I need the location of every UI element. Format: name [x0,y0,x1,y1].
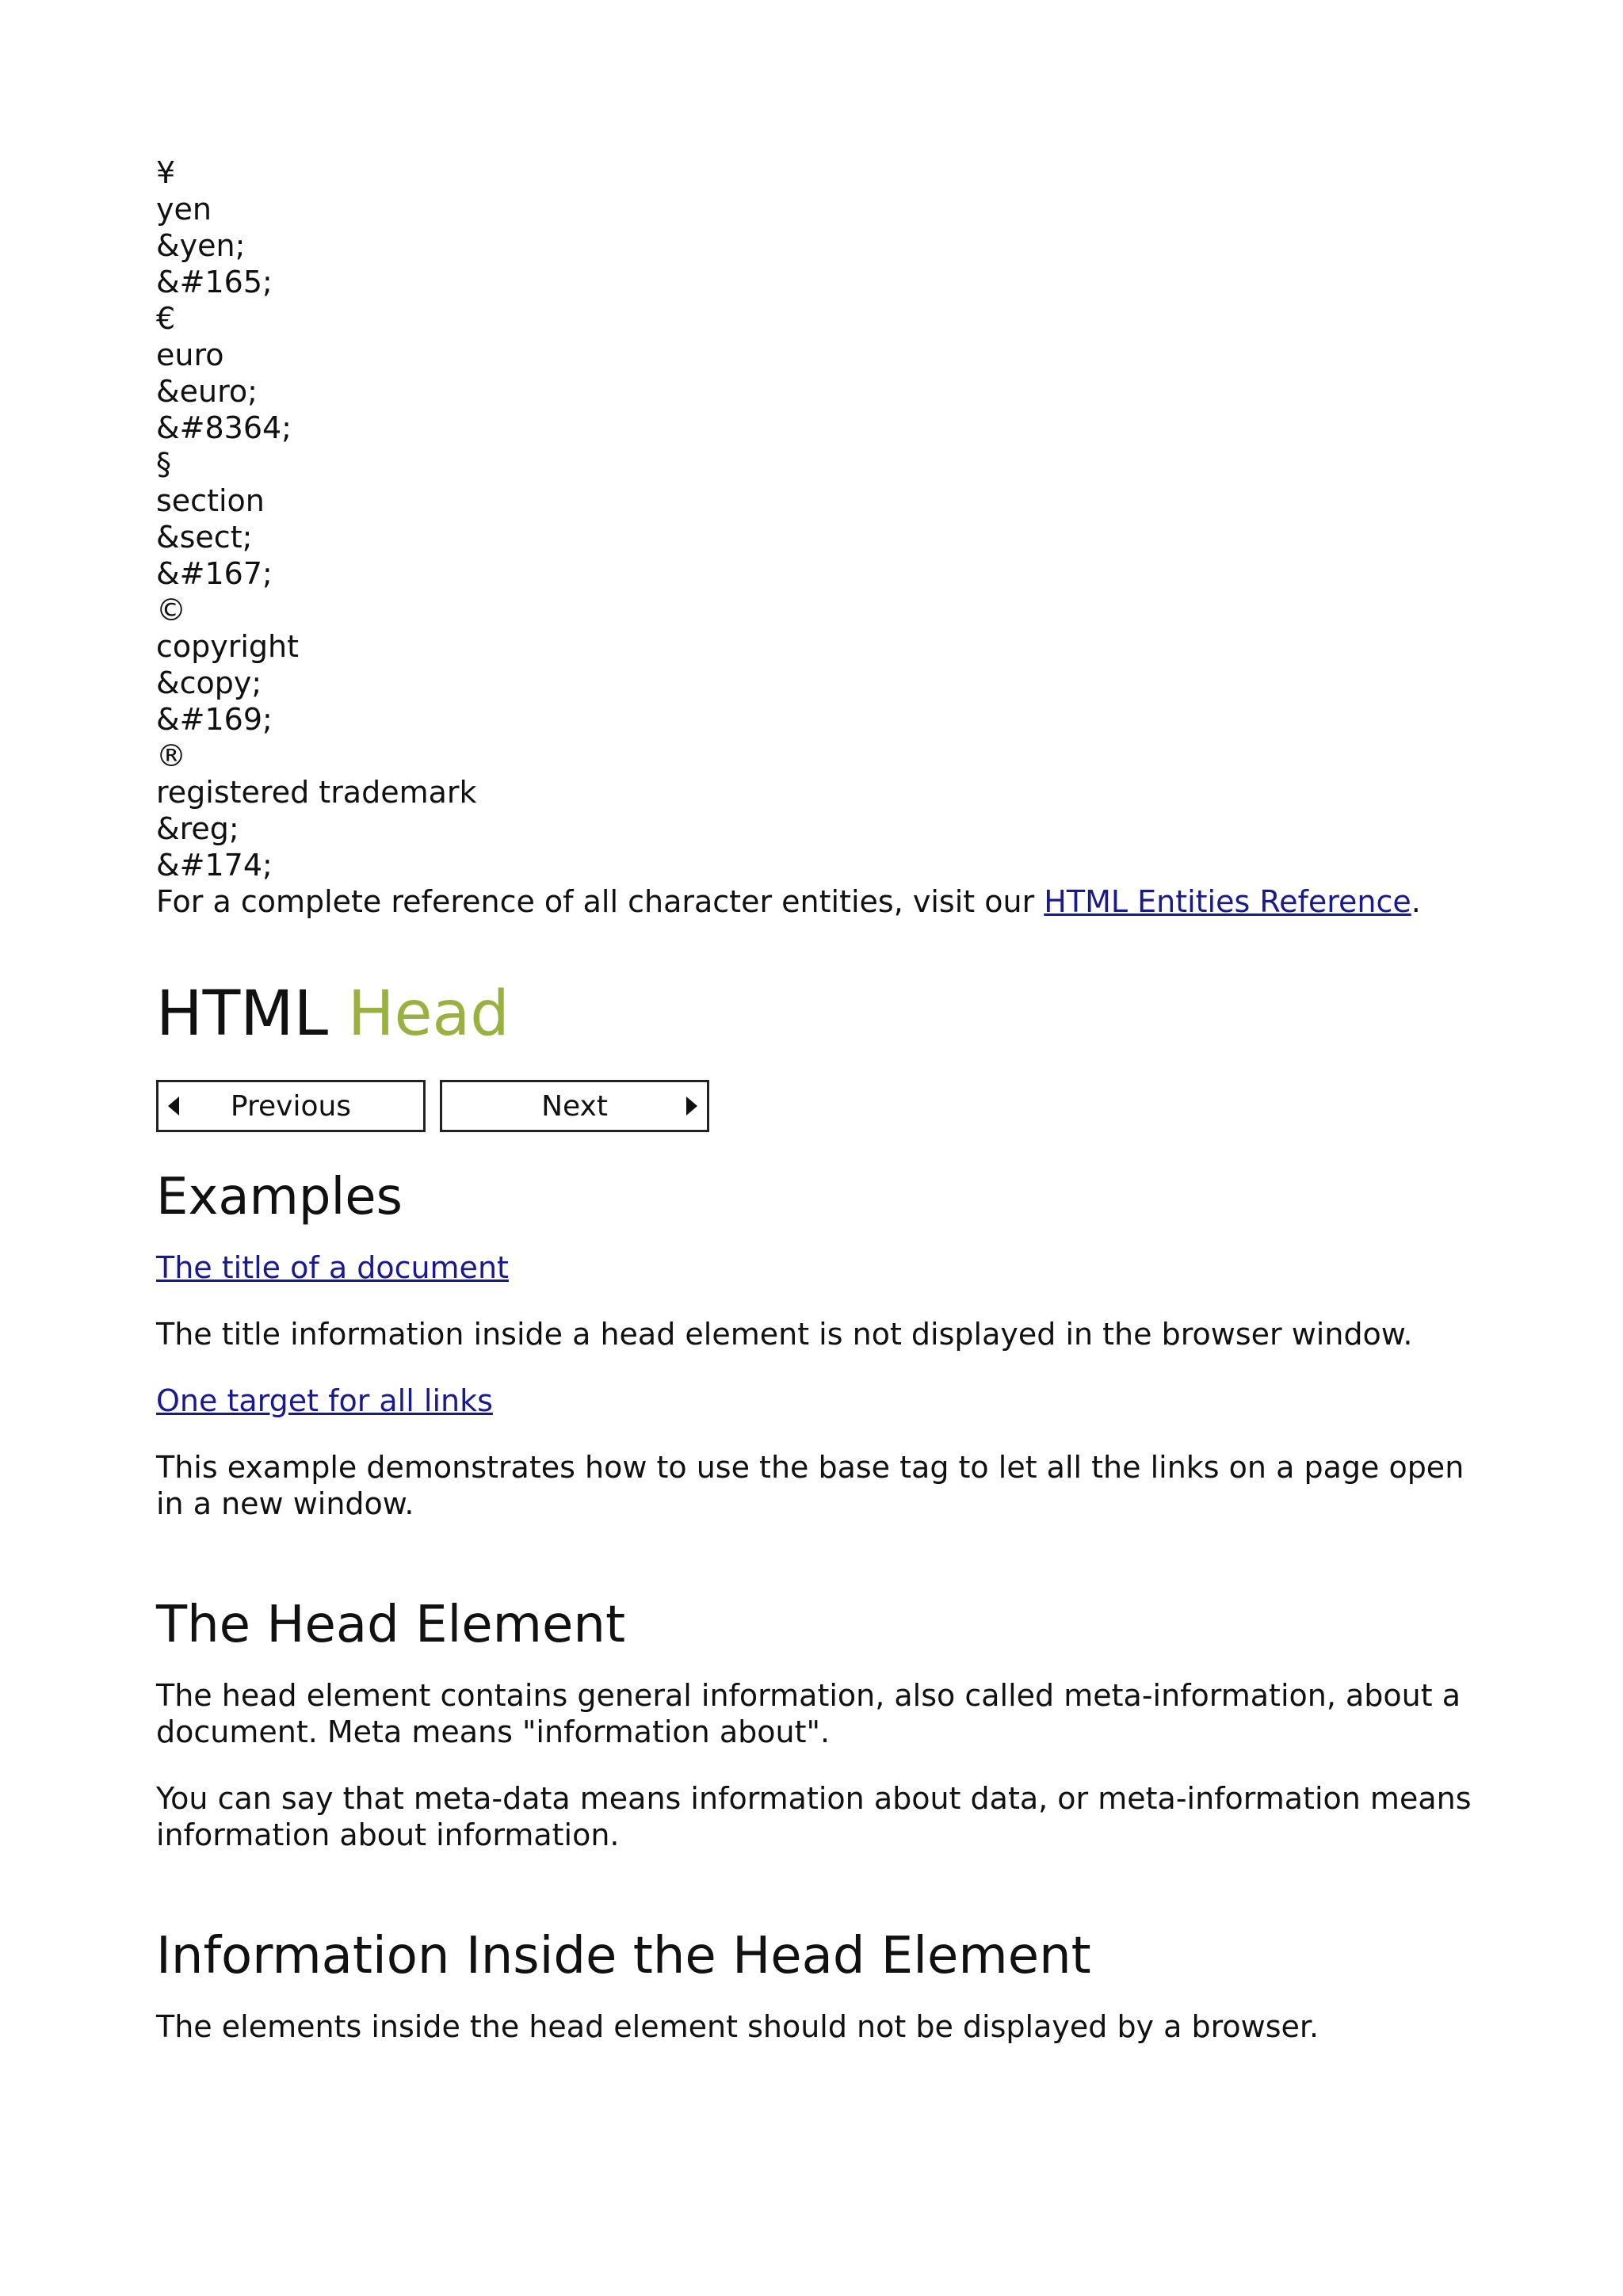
example-link-one-target[interactable]: One target for all links [156,1383,493,1418]
example-link-title-of-document[interactable]: The title of a document [156,1250,509,1285]
entity-symbol-registered: ® [156,738,186,773]
entity-number-section: &#167; [156,556,273,591]
reference-prefix: For a complete reference of all character entities, visit our [156,884,1044,919]
entity-name-section: &sect; [156,520,253,555]
inside-head-paragraph: The elements inside the head element should not be displayed by a browser. [156,2009,1319,2044]
page-title-accent: Head [347,978,510,1050]
nav-buttons [156,1080,1487,1132]
head-element-paragraph: The head element contains general information, also called meta-information, about a document. Meta means "information about". [156,1678,1461,1749]
examples-heading: Examples [156,1168,403,1226]
entity-symbol-copyright: © [156,593,186,627]
reference-suffix: . [1411,884,1421,919]
entity-description-copyright: copyright [156,629,300,664]
previous-button[interactable] [156,1080,426,1132]
example-description: This example demonstrates how to use the base tag to let all the links on a page open in a new window. [156,1450,1465,1521]
next-button[interactable] [440,1080,709,1132]
inside-head-heading: Information Inside the Head Element [156,1927,1091,1985]
entity-description-euro: euro [156,338,224,372]
page-title [156,978,1487,1050]
entities-reference-link[interactable]: HTML Entities Reference [1044,884,1411,919]
entity-symbol-yen: ¥ [156,155,176,190]
entity-number-euro: &#8364; [156,410,292,445]
head-element-heading: The Head Element [156,1596,626,1654]
example-link-paragraph [156,1383,1487,1419]
entity-name-copyright: &copy; [156,666,262,700]
entity-number-yen: &#165; [156,265,273,299]
head-element-paragraph: You can say that meta-data means information about data, or meta-information means information about information. [156,1781,1472,1852]
entity-symbol-euro: € [156,301,176,336]
entity-name-registered: &reg; [156,811,239,846]
entity-list [156,154,1487,883]
entity-name-yen: &yen; [156,228,246,263]
entity-description-section: section [156,483,265,518]
entity-number-registered: &#174; [156,848,273,883]
arrow-right-icon [686,1097,697,1116]
page-content [156,154,1487,2075]
entity-description-registered: registered trademark [156,775,477,810]
entity-name-euro: &euro; [156,374,258,409]
next-button-label: Next [541,1089,608,1123]
reference-line [156,883,1487,920]
previous-button-label: Previous [230,1089,352,1123]
example-link-paragraph [156,1249,1487,1286]
entity-number-copyright: &#169; [156,702,273,737]
entity-description-yen: yen [156,192,212,227]
arrow-left-icon [168,1097,179,1116]
entity-symbol-section: § [156,447,171,482]
example-description: The title information inside a head element is not displayed in the browser window. [156,1317,1413,1352]
page-title-main: HTML [156,978,348,1050]
